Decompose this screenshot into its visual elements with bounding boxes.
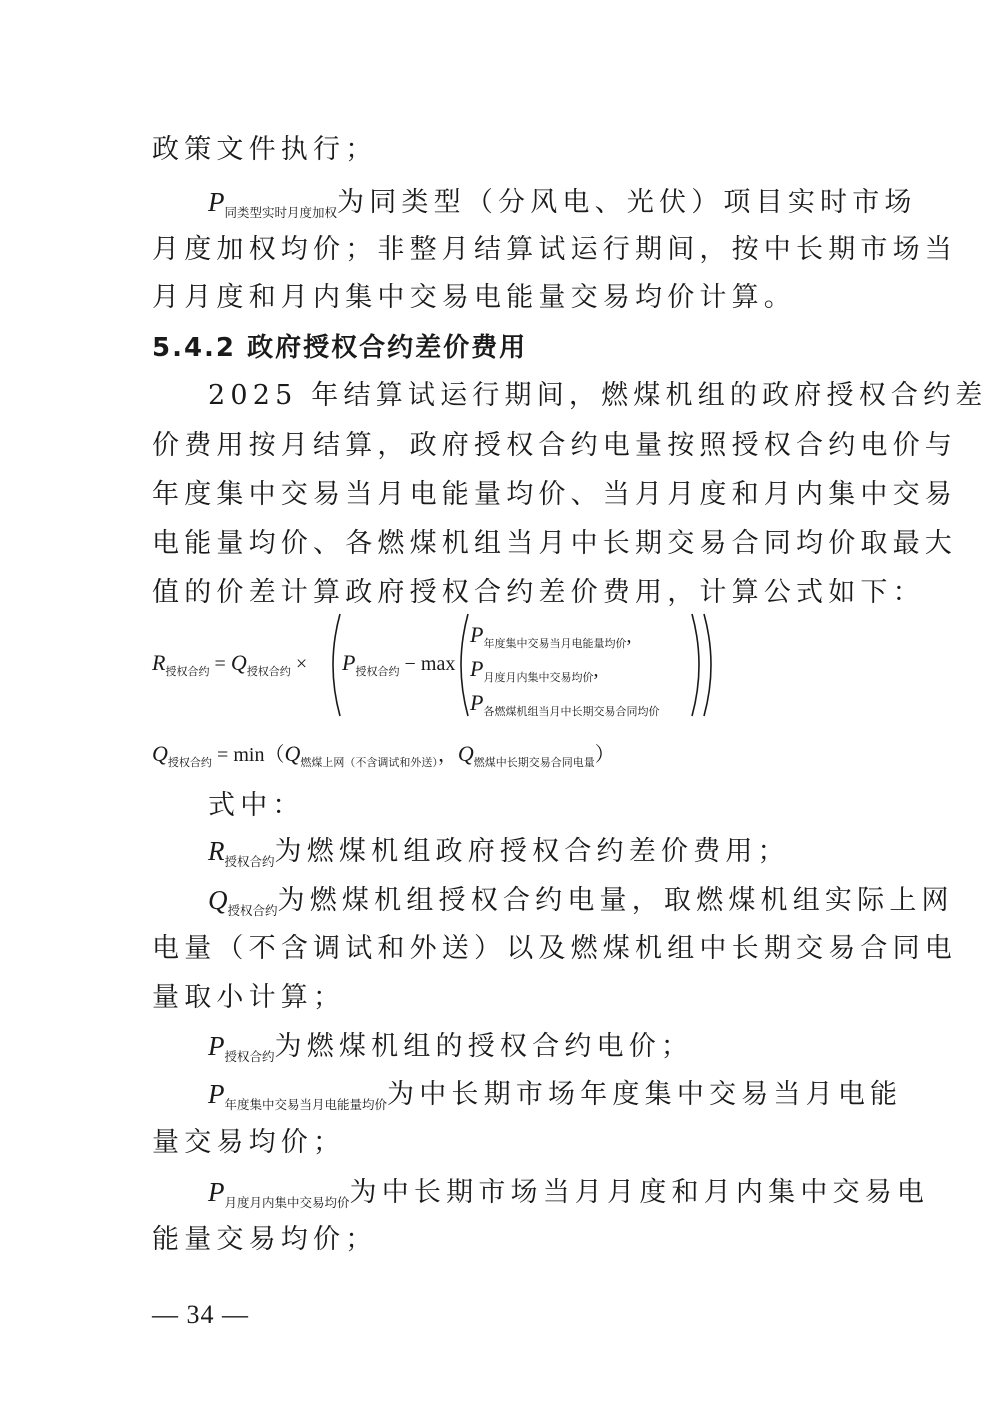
page-number: — 34 — bbox=[152, 1300, 249, 1329]
formula-comma: , bbox=[626, 625, 632, 647]
text: 为中长期市场年度集中交易当月电能 bbox=[387, 1079, 903, 1110]
text-line: 政策文件执行； bbox=[152, 134, 378, 165]
text-line: 价费用按月结算，政府授权合约电量按照授权合约电价与 bbox=[152, 430, 957, 461]
formula-var: R bbox=[152, 650, 166, 675]
text: 为燃煤机组的授权合约电价； bbox=[274, 1031, 694, 1062]
text: 为同类型（分风电、光伏）项目实时市场 bbox=[337, 187, 917, 218]
formula-var: Q bbox=[152, 741, 168, 766]
symbol: R bbox=[208, 836, 225, 866]
formula-op: = bbox=[214, 653, 226, 675]
formula-var: P bbox=[470, 690, 484, 715]
formula-op: = bbox=[216, 744, 229, 766]
formula-sub: 燃煤上网（不含调试和外送） bbox=[300, 756, 438, 769]
formula-sub: 授权合约 bbox=[167, 756, 212, 769]
symbol-subscript: 月度月内集中交易均价 bbox=[224, 1195, 350, 1210]
formula-var: Q bbox=[284, 741, 301, 766]
text-line: 电能量均价、各燃煤机组当月中长期交易合同均价取最大 bbox=[152, 528, 957, 559]
symbol-subscript: 同类型实时月度加权 bbox=[224, 205, 338, 220]
symbol: P bbox=[208, 1031, 225, 1061]
text-line: 值的价差计算政府授权合约差价费用，计算公式如下： bbox=[152, 577, 925, 608]
formula-op: × bbox=[295, 653, 308, 675]
formula-var: Q bbox=[230, 650, 247, 675]
text-line: 年度集中交易当月电能量均价、当月月度和月内集中交易 bbox=[152, 479, 957, 510]
formula-sub: 授权合约 bbox=[246, 665, 291, 678]
formula-sub: 授权合约 bbox=[165, 665, 210, 678]
text: 为燃煤机组授权合约电量，取燃煤机组实际上网 bbox=[277, 885, 954, 916]
symbol: P bbox=[208, 187, 225, 217]
formula-op: − bbox=[404, 653, 416, 675]
formula-comma: , bbox=[593, 659, 599, 681]
formula-var: Q bbox=[457, 741, 474, 766]
text: 为中长期市场当月月度和月内集中交易电 bbox=[349, 1177, 930, 1208]
formula-func: min bbox=[233, 744, 265, 766]
text-line: 月月度和月内集中交易电能量交易均价计算。 bbox=[152, 282, 796, 313]
text-line: 电量（不含调试和外送）以及燃煤机组中长期交易合同电 bbox=[152, 933, 957, 964]
text-line: 式中： bbox=[208, 790, 305, 821]
formula-var: P bbox=[470, 656, 484, 681]
formula-var: P bbox=[470, 622, 484, 647]
formula-var: P bbox=[342, 650, 356, 675]
symbol-subscript: 年度集中交易当月电能量均价 bbox=[224, 1097, 388, 1112]
formula-func: max bbox=[420, 653, 456, 675]
text-line: 量取小计算； bbox=[152, 982, 346, 1013]
symbol-subscript: 授权合约 bbox=[224, 854, 275, 869]
text-line: 月度加权均价；非整月结算试运行期间，按中长期市场当 bbox=[152, 234, 957, 265]
formula-min bbox=[152, 738, 615, 770]
formula-paren: ） bbox=[594, 744, 615, 766]
symbol: P bbox=[208, 1177, 225, 1207]
text-line: 量交易均价； bbox=[152, 1127, 346, 1158]
symbol: Q bbox=[208, 885, 228, 915]
symbol: P bbox=[208, 1079, 225, 1109]
formula-sep: ， bbox=[437, 744, 458, 766]
formula-sub: 年度集中交易当月电能量均价 bbox=[483, 637, 627, 650]
symbol-subscript: 授权合约 bbox=[227, 903, 278, 918]
formula-sub: 月度月内集中交易均价 bbox=[483, 671, 594, 684]
text-line: 能量交易均价； bbox=[152, 1224, 378, 1255]
symbol-subscript: 授权合约 bbox=[224, 1049, 275, 1064]
text: 为燃煤机组政府授权合约差价费用； bbox=[274, 836, 790, 867]
section-heading: 5.4.2 政府授权合约差价费用 bbox=[152, 333, 528, 363]
text-line: 2025 年结算试运行期间，燃煤机组的政府授权合约差 bbox=[208, 380, 988, 411]
formula-paren: （ bbox=[264, 744, 285, 766]
formula-sub: 燃煤中长期交易合同电量 bbox=[473, 756, 595, 769]
formula-sub: 各燃煤机组当月中长期交易合同均价 bbox=[483, 705, 660, 718]
formula-sub: 授权合约 bbox=[355, 665, 400, 678]
